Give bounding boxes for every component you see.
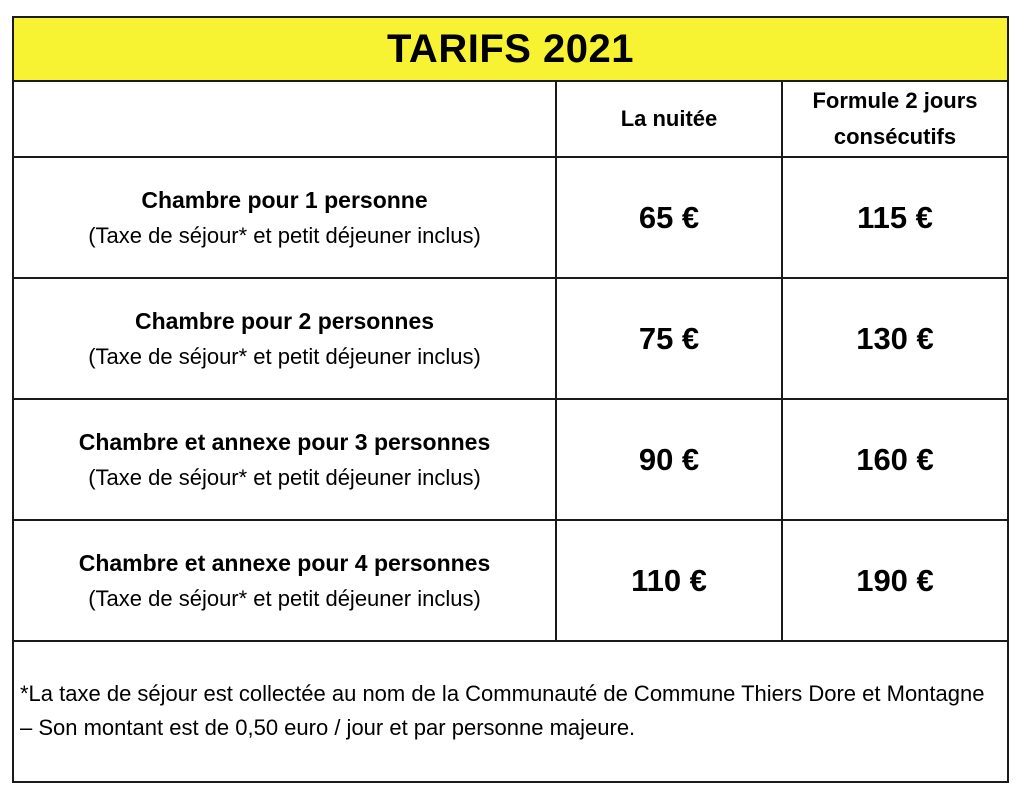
night-price: 75 € (638, 320, 700, 356)
page-title: TARIFS 2021 (386, 26, 635, 71)
title-banner (14, 18, 1007, 82)
tourist-tax-footnote: *La taxe de séjour est collectée au nom de la Communauté de Commune Thiers Dore et Montagne – Son montant est de 0,50 euro / jour et par personne majeure. (20, 681, 985, 740)
room-name: Chambre pour 1 personne (141, 186, 428, 213)
room-note: (Taxe de séjour* et petit déjeuner inclus) (88, 585, 481, 611)
column-header-two-days-line2: consécutifs (833, 124, 957, 149)
room-cell (14, 521, 557, 640)
room-note: (Taxe de séjour* et petit déjeuner inclus) (88, 464, 481, 490)
tariff-table (12, 16, 1009, 783)
table-row (14, 158, 1007, 279)
two-days-price: 160 € (856, 441, 934, 477)
night-price-cell (557, 400, 783, 519)
header-cell-two-days (783, 82, 1007, 156)
room-name: Chambre et annexe pour 4 personnes (78, 549, 491, 576)
two-days-price: 190 € (856, 562, 934, 598)
room-note: (Taxe de séjour* et petit déjeuner inclus) (88, 343, 481, 369)
header-cell-empty (14, 82, 557, 156)
night-price-cell (557, 521, 783, 640)
header-row (14, 82, 1007, 158)
column-header-night: La nuitée (620, 106, 718, 131)
header-cell-night (557, 82, 783, 156)
room-cell (14, 158, 557, 277)
two-days-price-cell (783, 521, 1007, 640)
room-name: Chambre et annexe pour 3 personnes (78, 428, 491, 455)
room-note: (Taxe de séjour* et petit déjeuner inclus) (88, 222, 481, 248)
night-price: 90 € (638, 441, 700, 477)
table-row (14, 279, 1007, 400)
night-price-cell (557, 158, 783, 277)
two-days-price: 115 € (857, 199, 933, 235)
price-grid (14, 82, 1007, 642)
room-cell (14, 400, 557, 519)
room-cell (14, 279, 557, 398)
night-price: 110 € (631, 562, 707, 598)
table-row (14, 400, 1007, 521)
column-header-two-days-line1: Formule 2 jours (812, 88, 978, 113)
table-row (14, 521, 1007, 642)
room-name: Chambre pour 2 personnes (134, 307, 435, 334)
two-days-price: 130 € (856, 320, 934, 356)
two-days-price-cell (783, 158, 1007, 277)
two-days-price-cell (783, 400, 1007, 519)
night-price: 65 € (638, 199, 700, 235)
night-price-cell (557, 279, 783, 398)
two-days-price-cell (783, 279, 1007, 398)
